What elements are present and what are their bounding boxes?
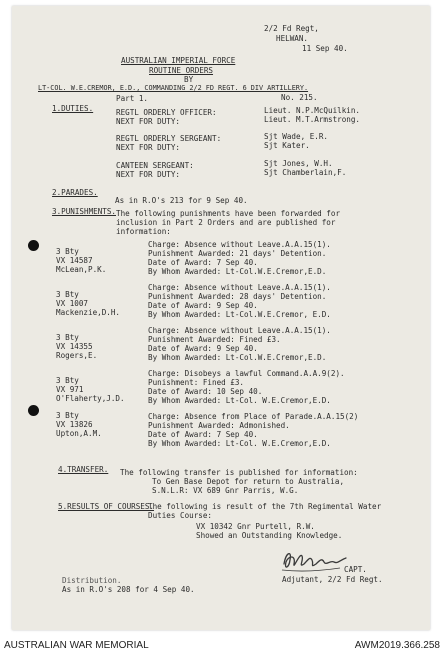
entry-line: Charge: Absence without Leave.A.A.15(1). — [148, 326, 331, 335]
duties-heading: 1.DUTIES. — [52, 104, 94, 113]
duty-name: Sjt Wade, E.R. — [264, 132, 329, 141]
courses-line: VX 10342 Gnr Purtell, R.W. — [196, 522, 315, 531]
entry-number: VX 1007 — [56, 299, 89, 308]
entry-name: Mackenzie,D.H. — [56, 308, 121, 317]
courses-heading: 5.RESULTS OF COURSES. — [58, 502, 155, 511]
punishments-intro: information: — [116, 227, 171, 236]
entry-line: Date of Award: 7 Sep 40. — [148, 258, 258, 267]
duty-role: NEXT FOR DUTY: — [116, 117, 181, 126]
entry-battery: 3 Bty — [56, 376, 79, 385]
header-date: 11 Sep 40. — [302, 44, 348, 53]
title-line-4: LT-COL. W.E.CREMOR, E.D., COMMANDING 2/2 FD REGT. 6 DIV ARTILLERY. — [38, 84, 309, 92]
punch-hole — [28, 405, 39, 416]
entry-line: Date of Award: 7 Sep 40. — [148, 430, 258, 439]
parades-heading: 2.PARADES. — [52, 188, 98, 197]
footer-archive-name: AUSTRALIAN WAR MEMORIAL — [4, 640, 149, 651]
duty-role: CANTEEN SERGEANT: — [116, 161, 194, 170]
entry-number: VX 13826 — [56, 420, 93, 429]
duty-role: REGTL ORDERLY SERGEANT: — [116, 134, 222, 143]
courses-line: The following is result of the 7th Regimental Water — [148, 502, 382, 511]
courses-line: Showed an Outstanding Knowledge. — [196, 531, 343, 540]
title-line-2: ROUTINE ORDERS — [149, 66, 214, 75]
transfer-line: S.N.L.R: VX 689 Gnr Parris, W.G. — [152, 486, 299, 495]
punishments-intro: inclusion in Part 2 Orders and are published for — [116, 218, 336, 227]
transfer-line: The following transfer is published for information: — [120, 468, 358, 477]
parades-text: As in R.O's 213 for 9 Sep 40. — [115, 196, 248, 205]
entry-line: Punishment Awarded: Fined £3. — [148, 335, 281, 344]
entry-line: Charge: Absence without Leave.A.A.15(1). — [148, 240, 331, 249]
courses-line: Duties Course: — [148, 511, 213, 520]
handwritten-signature — [280, 546, 352, 576]
header-unit: 2/2 Fd Regt, — [264, 24, 319, 33]
entry-line: Charge: Absence from Place of Parade.A.A.15(2) — [148, 412, 359, 421]
entry-number: VX 14587 — [56, 256, 93, 265]
duty-name: Sjt Kater. — [264, 141, 310, 150]
entry-name: Rogers,E. — [56, 351, 98, 360]
transfer-line: To Gen Base Depot for return to Australia, — [152, 477, 345, 486]
title-line-3: BY — [184, 75, 194, 84]
entry-line: By Whom Awarded: Lt-Col.W.E.Cremor, E.D. — [148, 310, 331, 319]
document-page — [12, 6, 430, 630]
punch-hole — [28, 240, 39, 251]
entry-line: Date of Award: 10 Sep 40. — [148, 387, 263, 396]
entry-line: Punishment Awarded: Admonished. — [148, 421, 290, 430]
distribution-heading: Distribution. — [62, 576, 122, 585]
entry-battery: 3 Bty — [56, 290, 79, 299]
entry-line: Charge: Disobeys a lawful Command.A.A.9(2). — [148, 369, 345, 378]
signature-rank: CAPT. — [344, 565, 367, 574]
title-line-1: AUSTRALIAN IMPERIAL FORCE — [121, 56, 236, 65]
entry-line: Punishment Awarded: 21 days' Detention. — [148, 249, 327, 258]
entry-line: By Whom Awarded: Lt-Col.W.E.Cremor,E.D. — [148, 267, 327, 276]
entry-battery: 3 Bty — [56, 247, 79, 256]
punishments-heading: 3.PUNISHMENTS. — [52, 207, 117, 216]
duty-role: NEXT FOR DUTY: — [116, 170, 181, 179]
entry-line: By Whom Awarded: Lt-Col. W.E.Cremor,E.D. — [148, 439, 331, 448]
distribution-text: As in R.O's 208 for 4 Sep 40. — [62, 585, 195, 594]
duty-name: Lieut. M.T.Armstrong. — [264, 115, 361, 124]
entry-number: VX 14355 — [56, 342, 93, 351]
duty-name: Lieut. N.P.McQuilkin. — [264, 106, 361, 115]
entry-line: By Whom Awarded: Lt-Col.W.E.Cremor,E.D. — [148, 353, 327, 362]
entry-number: VX 971 — [56, 385, 84, 394]
entry-line: By Whom Awarded: Lt-Col. W.E.Cremor,E.D. — [148, 396, 331, 405]
entry-name: O'Flaherty,J.D. — [56, 394, 125, 403]
footer-accession-number: AWM2019.366.258 — [354, 640, 440, 651]
entry-line: Charge: Absence without Leave.A.A.15(1). — [148, 283, 331, 292]
duty-role: NEXT FOR DUTY: — [116, 143, 181, 152]
header-place: HELWAN. — [276, 34, 309, 43]
duty-name: Sjt Jones, W.H. — [264, 159, 333, 168]
entry-battery: 3 Bty — [56, 411, 79, 420]
transfer-heading: 4.TRANSFER. — [58, 465, 109, 474]
signature-appointment: Adjutant, 2/2 Fd Regt. — [282, 575, 383, 584]
entry-line: Date of Award: 9 Sep 40. — [148, 344, 258, 353]
entry-name: Upton,A.M. — [56, 429, 102, 438]
entry-line: Date of Award: 9 Sep 40. — [148, 301, 258, 310]
part-label: Part 1. — [116, 94, 149, 103]
entry-line: Punishment Awarded: 28 days' Detention. — [148, 292, 327, 301]
duty-name: Sjt Chamberlain,F. — [264, 168, 347, 177]
entry-line: Punishment: Fined £3. — [148, 378, 245, 387]
entry-name: McLean,P.K. — [56, 265, 107, 274]
punishments-intro: The following punishments have been forwarded for — [116, 209, 341, 218]
duty-role: REGTL ORDERLY OFFICER: — [116, 108, 217, 117]
entry-battery: 3 Bty — [56, 333, 79, 342]
order-number: No. 215. — [281, 93, 318, 102]
